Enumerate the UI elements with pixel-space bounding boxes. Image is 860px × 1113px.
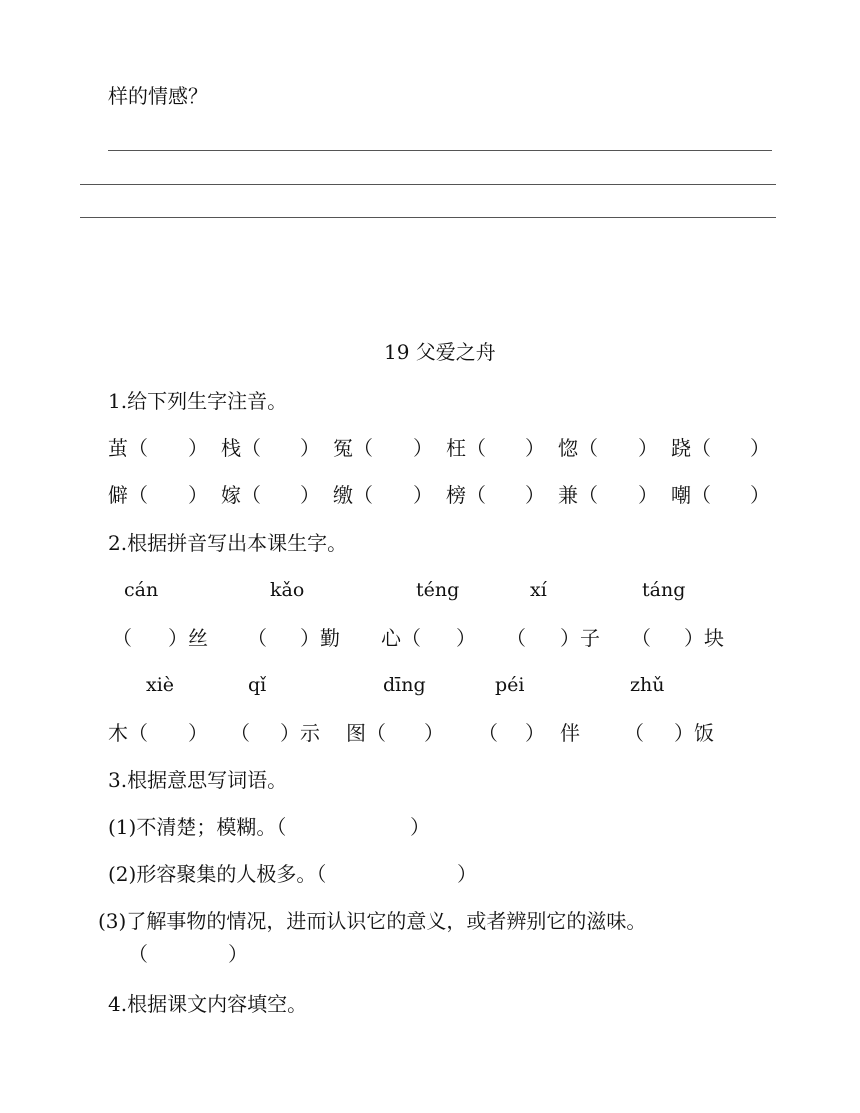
question-tail: 样的情感？ [108, 84, 208, 108]
q1-blank-close[interactable]: ） [638, 436, 658, 460]
q1-blank-close[interactable]: ） [525, 436, 545, 460]
q3-item-2: (2)形容聚集的人极多。（ [108, 862, 327, 886]
q2-blank-open[interactable]: （ [478, 721, 498, 745]
q2-blank-close: ） [456, 626, 476, 650]
q4-heading: 4.根据课文内容填空。 [108, 992, 308, 1016]
q1-blank-close[interactable]: ） [300, 483, 320, 507]
q1-blank-close[interactable]: ） [413, 483, 433, 507]
q1-char: 跷（ [671, 436, 711, 460]
q2-blank-close: ）块 [684, 626, 724, 650]
q2-word: 伴 [560, 721, 580, 745]
q2-blank-close: ） [525, 721, 545, 745]
q3-item-1-close[interactable]: ） [410, 815, 430, 839]
q2-blank-close: ） [188, 721, 208, 745]
q2-blank-open[interactable]: （ [230, 721, 250, 745]
q2-blank-close: ）丝 [168, 626, 208, 650]
q1-blank-close[interactable]: ） [300, 436, 320, 460]
q2-blank-close: ） [424, 721, 444, 745]
pinyin-label: téng [416, 579, 460, 601]
q3-item-3: (3)了解事物的情况，进而认识它的意义，或者辨别它的滋味。 [98, 909, 647, 933]
q2-heading: 2.根据拼音写出本课生字。 [108, 531, 348, 555]
q2-blank-open[interactable]: （ [112, 626, 132, 650]
q1-char: 榜（ [446, 483, 486, 507]
q2-blank-close: ）示 [280, 721, 320, 745]
q2-blank-open[interactable]: （ [631, 626, 651, 650]
q3-item-1: (1)不清楚；模糊。（ [108, 815, 287, 839]
pinyin-label: dīng [383, 674, 426, 696]
q1-char: 枉（ [446, 436, 486, 460]
q1-char: 栈（ [221, 436, 261, 460]
q1-char: 嫁（ [221, 483, 261, 507]
q1-char: 僻（ [108, 483, 148, 507]
q1-blank-close[interactable]: ） [413, 436, 433, 460]
q2-blank-open[interactable]: 图（ [346, 721, 386, 745]
q2-blank-open[interactable]: （ [624, 721, 644, 745]
q1-heading: 1.给下列生字注音。 [108, 389, 288, 413]
pinyin-label: péi [495, 674, 525, 696]
q1-char: 茧（ [108, 436, 148, 460]
pinyin-label: qǐ [248, 674, 267, 696]
q2-blank-open[interactable]: （ [506, 626, 526, 650]
pinyin-label: xiè [146, 674, 175, 696]
q1-char: 缴（ [333, 483, 373, 507]
q1-char: 惚（ [558, 436, 598, 460]
q2-blank-close: ）子 [560, 626, 600, 650]
q3-item-2-close[interactable]: ） [457, 862, 477, 886]
q2-blank-open[interactable]: 心（ [381, 626, 421, 650]
answer-line-3[interactable] [80, 217, 776, 218]
pinyin-label: táng [642, 579, 686, 601]
lesson-title: 19 父爱之舟 [384, 340, 496, 364]
pinyin-label: zhǔ [630, 674, 665, 696]
pinyin-label: cán [124, 579, 159, 601]
q1-char: 冤（ [333, 436, 373, 460]
q1-blank-close[interactable]: ） [638, 483, 658, 507]
q1-blank-close[interactable]: ） [188, 483, 208, 507]
q1-blank-close[interactable]: ） [188, 436, 208, 460]
answer-line-1[interactable] [108, 150, 772, 151]
q2-blank-open[interactable]: （ [247, 626, 267, 650]
q1-char: 嘲（ [671, 483, 711, 507]
q2-blank-close: ）饭 [674, 721, 714, 745]
pinyin-label: xí [530, 579, 547, 601]
q1-blank-close[interactable]: ） [525, 483, 545, 507]
q2-blank-open[interactable]: 木（ [108, 721, 148, 745]
pinyin-label: kǎo [270, 579, 305, 601]
q1-char: 兼（ [558, 483, 598, 507]
q2-blank-close: ）勤 [300, 626, 340, 650]
q1-blank-close[interactable]: ） [750, 436, 770, 460]
q3-heading: 3.根据意思写词语。 [108, 768, 288, 792]
q3-item-3-open[interactable]: （ [128, 942, 148, 966]
q1-blank-close[interactable]: ） [750, 483, 770, 507]
q3-item-3-close: ） [228, 942, 248, 966]
answer-line-2[interactable] [80, 184, 776, 185]
